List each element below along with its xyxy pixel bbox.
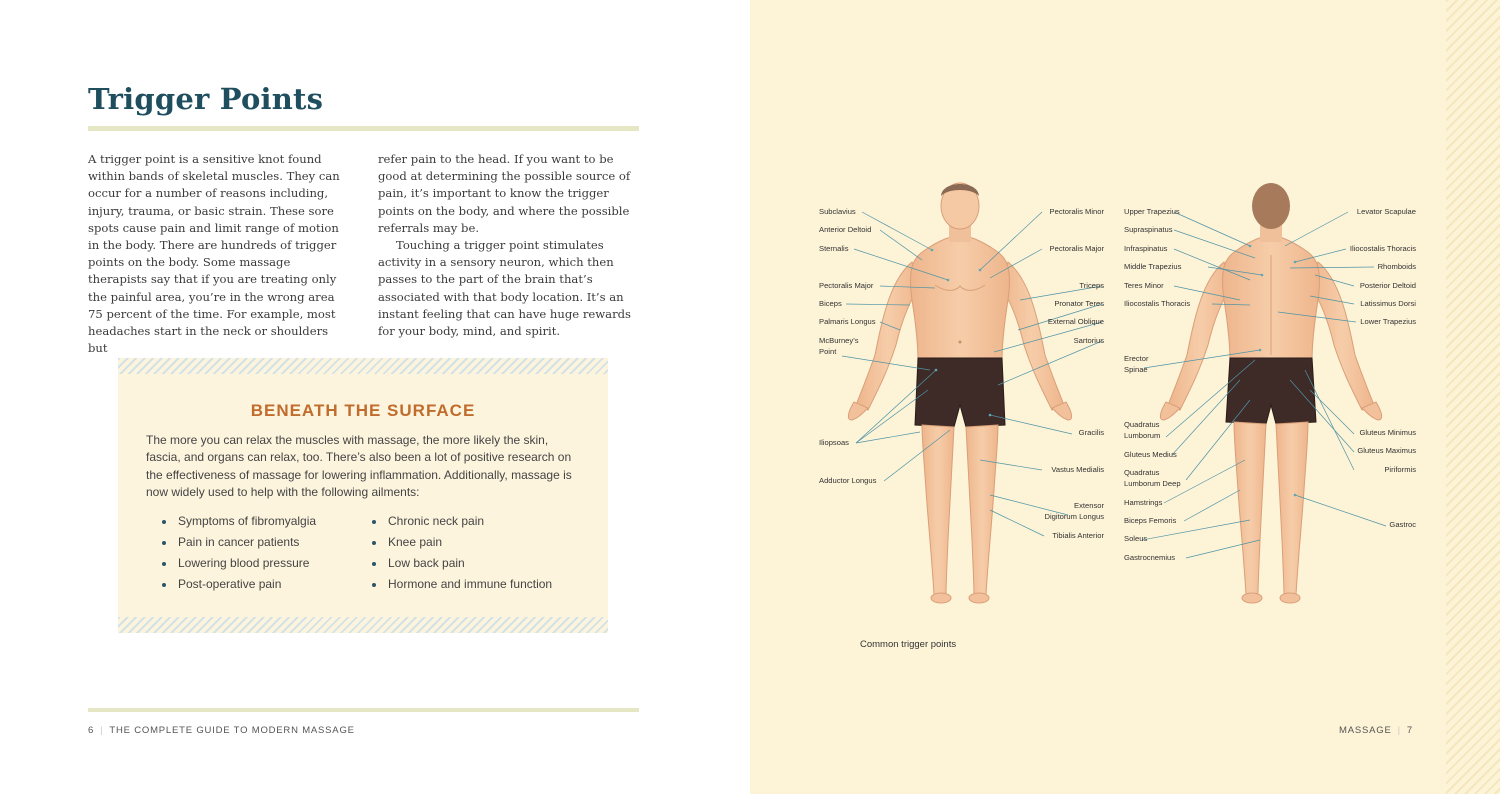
label-gastrocnemius: Gastrocnemius: [1124, 553, 1176, 562]
label-quadratus: Quadratus: [1124, 420, 1160, 429]
ailment-list-right: [370, 511, 552, 595]
label-vastus-medialis: Vastus Medialis: [1051, 465, 1104, 474]
label-hamstrings: Hamstrings: [1124, 498, 1163, 507]
label-lower-trapezius: Lower Trapezius: [1360, 317, 1416, 326]
label-lumborum: Lumborum: [1124, 431, 1161, 440]
figure-caption: Common trigger points: [860, 639, 957, 650]
label-infraspinatus: Infraspinatus: [1124, 244, 1168, 253]
list-item: • Symptoms of fibromyalgia: [176, 511, 316, 532]
list-item: • Pain in cancer patients: [176, 532, 316, 553]
list-item: • Post-operative pain: [176, 574, 316, 595]
label-tibialis-anterior: Tibialis Anterior: [1052, 531, 1104, 540]
label-biceps-femoris: Biceps Femoris: [1124, 516, 1177, 525]
label-mcburneys: McBurney’s: [819, 336, 859, 345]
label-gluteus-medius: Gluteus Medius: [1124, 450, 1177, 459]
label-digitorum-longus: Digitorum Longus: [1044, 512, 1104, 521]
sidebar-text: The more you can relax the muscles with massage, the more likely the skin, fascia, and organs can relax, too. There’s also been a lot of positive research on the effectiveness of massage for lowering inflammation. Additionally, massage is now widely used to help with the following ailments:: [146, 433, 572, 500]
footer-rule: [88, 708, 639, 712]
label-pectoralis-major-r: Pectoralis Major: [1049, 244, 1104, 253]
label-erector: Erector: [1124, 354, 1149, 363]
label-biceps: Biceps: [819, 299, 842, 308]
label-supraspinatus: Supraspinatus: [1124, 225, 1173, 234]
list-item: • Knee pain: [386, 532, 552, 553]
page-number: 7: [1406, 725, 1413, 736]
sidebar-title: BENEATH THE SURFACE: [250, 401, 476, 420]
body-paragraph: Touching a trigger point stimulates activity in a sensory neuron, which then passes to the part of the brain that’s associated with that body location. It’s an instant feeling that can have huge rewards for your body, mind, and spirit.: [378, 238, 631, 339]
label-iliocostalis-thoracis-r: Iliocostalis Thoracis: [1349, 244, 1416, 253]
list-item: • Hormone and immune function: [386, 574, 552, 595]
label-subclavius: Subclavius: [819, 207, 856, 216]
label-lumborum-deep: Lumborum Deep: [1124, 479, 1181, 488]
label-gracilis: Gracilis: [1078, 428, 1104, 437]
label-teres-minor: Teres Minor: [1124, 281, 1164, 290]
label-external-oblique: External Oblique: [1047, 317, 1104, 326]
body-column-1: [88, 151, 350, 357]
label-iliopsoas: Iliopsoas: [819, 438, 849, 447]
list-item: • Lowering blood pressure: [176, 553, 316, 574]
label-sartorius: Sartorius: [1073, 336, 1104, 345]
trigger-point-figure: [750, 0, 1500, 794]
back-body-figure: [1160, 183, 1381, 603]
sidebar-hatch-bottom: [118, 617, 608, 633]
body-paragraph: A trigger point is a sensitive knot found within bands of skeletal muscles. They can occur for a number of reasons including, injury, trauma, or basic strain. These sore spots cause pain and limit range of motion in the body. There are hundreds of trigger points on the body. Some massage therapists say that if you are treating only the painful area, you’re in the wrong area 75 percent of the time. For example, most headaches start in the neck or shoulders but: [88, 152, 340, 356]
section-name: MASSAGE: [1339, 725, 1392, 736]
label-triceps: Triceps: [1079, 281, 1104, 290]
label-extensor: Extensor: [1074, 501, 1104, 510]
label-upper-trapezius: Upper Trapezius: [1124, 207, 1180, 216]
label-pronator-teres: Pronator Teres: [1054, 299, 1104, 308]
front-body-figure: [848, 183, 1071, 603]
folio-right: MASSAGE | 7: [1339, 725, 1413, 736]
label-latissimus-dorsi: Latissimus Dorsi: [1360, 299, 1416, 308]
body-paragraph: refer pain to the head. If you want to be good at determining the possible source of pain, it’s important to know the trigger points on the body, and where the possible referrals may be.: [378, 152, 631, 235]
right-page: [750, 0, 1500, 794]
label-gluteus-maximus: Gluteus Maximus: [1357, 446, 1416, 455]
page-title: Trigger Points: [88, 82, 324, 116]
label-gastroc: Gastroc: [1389, 520, 1416, 529]
label-pectoralis-minor: Pectoralis Minor: [1049, 207, 1104, 216]
label-soleus: Soleus: [1124, 534, 1148, 543]
label-middle-trapezius: Middle Trapezius: [1124, 262, 1182, 271]
title-rule: [88, 126, 639, 131]
list-item: • Chronic neck pain: [386, 511, 552, 532]
page-number: 6: [88, 725, 95, 736]
folio-left: 6 | THE COMPLETE GUIDE TO MODERN MASSAGE: [88, 725, 355, 736]
sidebar-hatch-top: [118, 358, 608, 374]
ailment-list-left: [160, 511, 316, 595]
body-column-2: [378, 151, 640, 340]
label-anterior-deltoid: Anterior Deltoid: [819, 225, 872, 234]
label-levator-scapulae: Levator Scapulae: [1356, 207, 1416, 216]
label-sternalis: Sternalis: [819, 244, 849, 253]
label-point: Point: [819, 347, 837, 356]
label-quadratus-2: Quadratus: [1124, 468, 1160, 477]
label-piriformis: Piriformis: [1384, 465, 1416, 474]
label-spinae: Spinae: [1124, 365, 1148, 374]
label-gluteus-minimus: Gluteus Minimus: [1359, 428, 1416, 437]
sidebar-box: [118, 358, 608, 633]
label-iliocostalis-thoracis: Iliocostalis Thoracis: [1124, 299, 1191, 308]
running-head: THE COMPLETE GUIDE TO MODERN MASSAGE: [109, 725, 355, 736]
label-palmaris-longus: Palmaris Longus: [819, 317, 876, 326]
label-adductor-longus: Adductor Longus: [819, 476, 877, 485]
body-illustration: [750, 0, 1500, 794]
label-pectoralis-major: Pectoralis Major: [819, 281, 874, 290]
label-rhomboids: Rhomboids: [1377, 262, 1416, 271]
list-item: • Low back pain: [386, 553, 552, 574]
label-posterior-deltoid: Posterior Deltoid: [1359, 281, 1416, 290]
